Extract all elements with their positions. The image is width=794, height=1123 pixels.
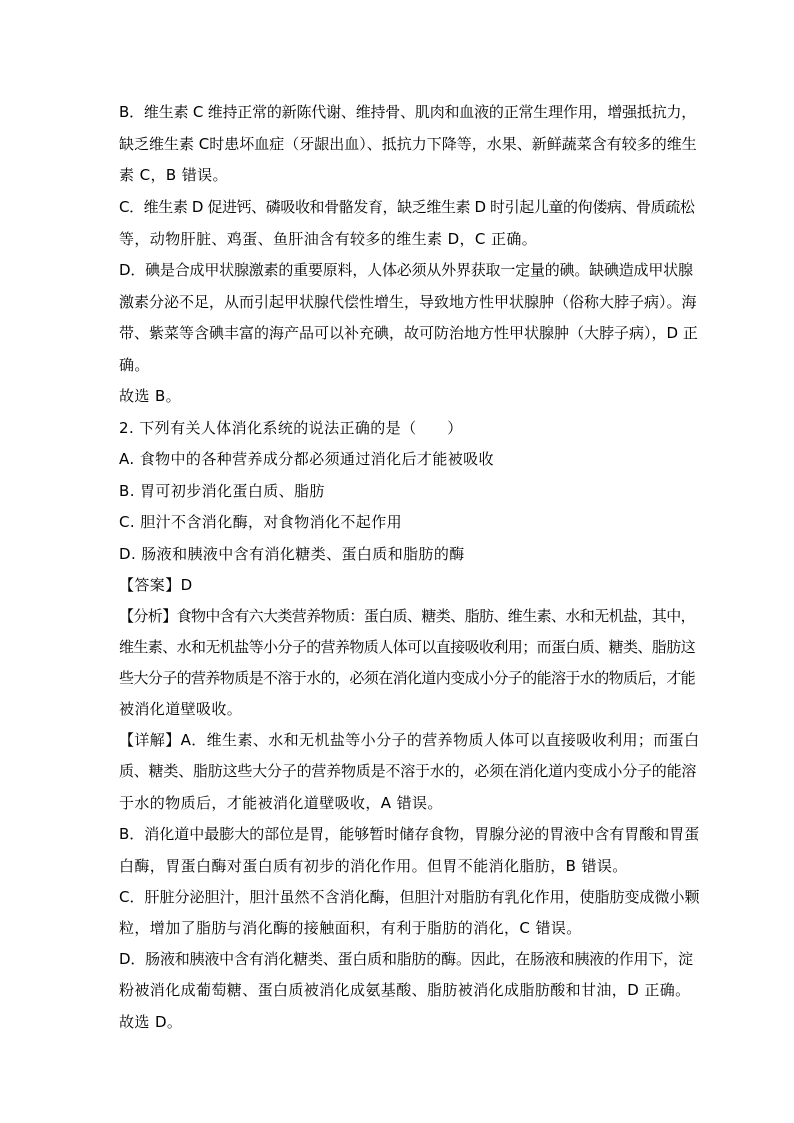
detail-line: 【详解】A．维生素、水和无机盐等小分子的营养物质人体可以直接吸收利用；而蛋白 [119, 731, 700, 749]
text-line: C．维生素 D 促进钙、磷吸收和骨骼发育，缺乏维生素 D 时引起儿童的佝偻病、骨质疏松 [119, 198, 695, 216]
text-line: 等，动物肝脏、鸡蛋、鱼肝油含有较多的维生素 D，C 正确。 [119, 230, 538, 248]
conclusion-line: 故选 D。 [119, 1013, 183, 1031]
analysis-line: 些大分子的营养物质是不溶于水的，必须在消化道内变成小分子的能溶于水的物质后，才能 [119, 669, 696, 687]
detail-line: C．肝脏分泌胆汁，胆汁虽然不含消化酶，但胆汁对脂肪有乳化作用，使脂肪变成微小颗 [119, 888, 700, 906]
detail-line: D．肠液和胰液中含有消化糖类、蛋白质和脂肪的酶。因此，在肠液和胰液的作用下，淀 [119, 950, 693, 968]
text-line: 确。 [119, 356, 150, 374]
detail-line: B．消化道中最膨大的部位是胃，能够暂时储存食物，胃腺分泌的胃液中含有胃酸和胃蛋 [119, 825, 700, 843]
detail-line: 质、糖类、脂肪这些大分子的营养物质是不溶于水的，必须在消化道内变成小分子的能溶 [119, 762, 697, 780]
text-line: 激素分泌不足，从而引起甲状腺代偿性增生，导致地方性甲状腺肿（俗称大脖子病）。海 [119, 293, 697, 311]
analysis-line: 【分析】食物中含有六大类营养物质：蛋白质、糖类、脂肪、维生素、水和无机盐，其中， [119, 607, 696, 625]
text-line: 故选 B。 [119, 387, 182, 405]
text-line: 素 C，B 错误。 [119, 166, 228, 184]
text-line: D．碘是合成甲状腺激素的重要原料，人体必须从外界获取一定量的碘。缺碘造成甲状腺 [119, 261, 693, 279]
text-line: 带、紫菜等含碘丰富的海产品可以补充碘，故可防治地方性甲状腺肿（大脖子病），D 正 [119, 324, 698, 342]
detail-line: 于水的物质后，才能被消化道壁吸收，A 错误。 [119, 794, 443, 812]
option-b: B. 胃可初步消化蛋白质、脂肪 [119, 482, 325, 500]
detail-line: 粒，增加了脂肪与消化酶的接触面积，有利于脂肪的消化，C 错误。 [119, 919, 582, 937]
question-stem: 2. 下列有关人体消化系统的说法正确的是（ ） [119, 419, 463, 437]
detail-line: 白酶，胃蛋白酶对蛋白质有初步的消化作用。但胃不能消化脂肪，B 错误。 [119, 857, 628, 875]
analysis-line: 被消化道壁吸收。 [119, 700, 243, 718]
text-line: 缺乏维生素 C时患坏血症（牙龈出血）、抵抗力下降等，水果、新鲜蔬菜含有较多的维生 [119, 135, 697, 153]
option-a: A. 食物中的各种营养成分都必须通过消化后才能被吸收 [119, 450, 494, 468]
answer-line: 【答案】D [119, 576, 193, 594]
analysis-line: 维生素、水和无机盐等小分子的营养物质人体可以直接吸收利用；而蛋白质、糖类、脂肪这 [119, 638, 696, 656]
detail-line: 粉被消化成葡萄糖、蛋白质被消化成氨基酸、脂肪被消化成脂肪酸和甘油，D 正确。 [119, 981, 691, 999]
text-line: B．维生素 C 维持正常的新陈代谢、维持骨、肌肉和血液的正常生理作用，增强抵抗力， [119, 103, 697, 121]
option-c: C. 胆汁不含消化酶，对食物消化不起作用 [119, 513, 403, 531]
option-d: D. 肠液和胰液中含有消化糖类、蛋白质和脂肪的酶 [119, 545, 465, 563]
